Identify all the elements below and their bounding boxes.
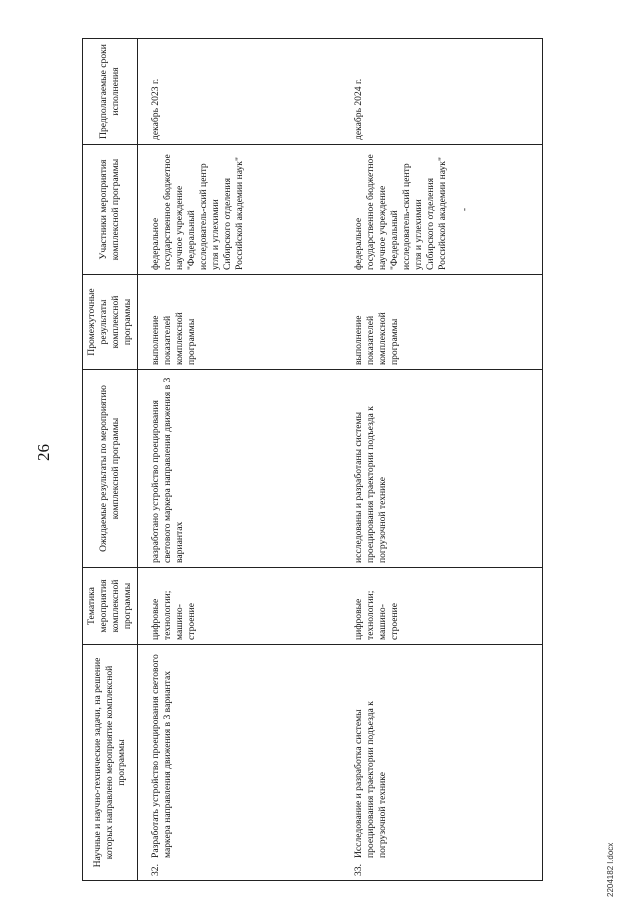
header-tasks: Научные и научно-технические задачи, на решение которых направлено мероприятие комплексной программы (83, 645, 138, 881)
program-table (82, 38, 543, 881)
header-topic: Тематика мероприятия комплексной программы (83, 568, 138, 645)
participants-cell (343, 145, 543, 275)
header-deadline: Предполагаемые сроки исполнения (83, 39, 138, 145)
task-cell (343, 645, 543, 881)
deadline-cell: декабрь 2023 г. (138, 39, 344, 145)
header-expected-results: Ожидаемые результаты по мероприятию комплексной программы (83, 370, 138, 568)
intermediate-cell: выполнение показателей комплексной программы (138, 275, 344, 370)
table-row (343, 39, 543, 881)
intermediate-cell: выполнение показателей комплексной программы (343, 275, 543, 370)
result-cell: исследованы и разработаны системы проецирования траектории подъезда к погрузочной технике (343, 370, 543, 568)
trailing-mark: - (459, 207, 470, 212)
header-intermediate-results: Промежуточные результаты комплексной программы (83, 275, 138, 370)
page-number: 26 (34, 444, 53, 461)
task-cell (138, 645, 344, 881)
task-text: Разработать устройство проецирования светового маркера направления движения в 3 вариантах (150, 654, 173, 858)
file-name: 2204182 l.docx (606, 842, 615, 897)
deadline-cell: декабрь 2024 г. (343, 39, 543, 145)
topic-cell: цифровые технологии; машино-строение (138, 568, 344, 645)
task-text: Исследование и разработка системы проецирования траектории подъезда к погрузочной технике (353, 701, 388, 858)
participants-text: федеральное государственное бюджетное научное учреждение "Федеральный исследователь-ский центр угля и углехимии Сибирского отделения Российской академии наук" (353, 154, 448, 270)
result-cell: разработано устройство проецирования светового маркера направления движения в 3 вариантах (138, 370, 344, 568)
topic-cell: цифровые технологии; машино-строение (343, 568, 543, 645)
row-number: 33. (353, 864, 364, 876)
participants-cell: федеральное государственное бюджетное научное учреждение "Федеральный исследователь-ский центр угля и углехимии Сибирского отделения Российской академии наук" (138, 145, 344, 275)
table-header-row (83, 39, 138, 881)
header-participants: Участники мероприятия комплексной программы (83, 145, 138, 275)
table-row (138, 39, 344, 881)
row-number: 32. (150, 864, 161, 876)
